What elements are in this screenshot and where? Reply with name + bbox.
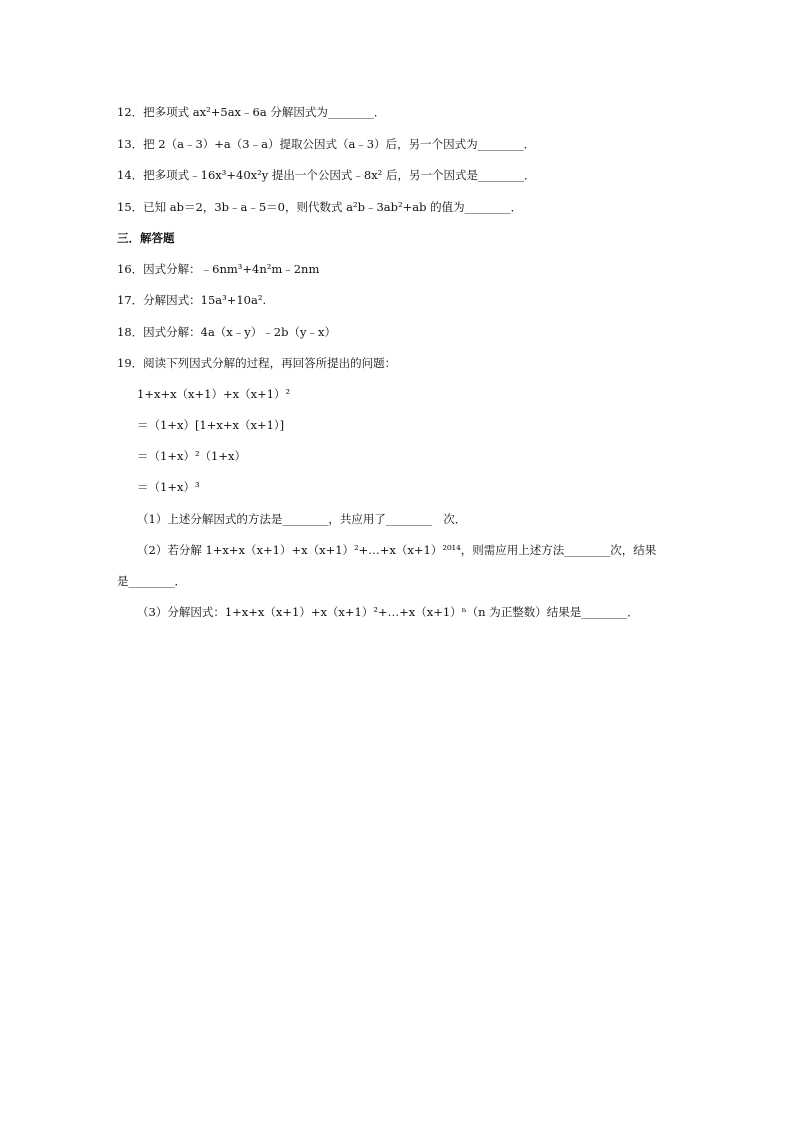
q19-step-3: ＝（1+x）²（1+x） bbox=[137, 449, 246, 463]
section-heading: 三．解答题 bbox=[117, 231, 175, 245]
q19-part-1: （1）上述分解因式的方法是________，共应用了________ 次． bbox=[137, 512, 467, 526]
q19-part-2: （2）若分解 1+x+x（x+1）+x（x+1）²+…+x（x+1）²⁰¹⁴，则需应用上述方法________次，结果 bbox=[137, 543, 657, 557]
q16: 16．因式分解：﹣6nm³+4n²m﹣2nm bbox=[117, 262, 320, 276]
q18: 18．因式分解：4a（x﹣y）﹣2b（y﹣x） bbox=[117, 325, 336, 339]
q19-step-1: 1+x+x（x+1）+x（x+1）² bbox=[137, 387, 291, 401]
q15: 15．已知 ab＝2，3b﹣a﹣5＝0，则代数式 a²b﹣3ab²+ab 的值为________． bbox=[117, 200, 523, 214]
q19-part-3: （3）分解因式：1+x+x（x+1）+x（x+1）²+…+x（x+1）ⁿ（n 为正整数）结果是________． bbox=[137, 605, 639, 619]
q17: 17．分解因式：15a³+10a². bbox=[117, 293, 267, 307]
q19-step-2: ＝（1+x）[1+x+x（x+1）] bbox=[137, 418, 285, 432]
q14: 14．把多项式﹣16x³+40x²y 提出一个公因式﹣8x² 后，另一个因式是________． bbox=[117, 168, 536, 182]
q12: 12．把多项式 ax²+5ax﹣6a 分解因式为________． bbox=[117, 105, 386, 119]
q19-step-4: ＝（1+x）³ bbox=[137, 480, 200, 494]
q13: 13．把 2（a﹣3）+a（3﹣a）提取公因式（a﹣3）后，另一个因式为________． bbox=[117, 137, 536, 151]
q19-part-2-cont: 是________． bbox=[117, 574, 186, 588]
q19: 19．阅读下列因式分解的过程，再回答所提出的问题： bbox=[117, 356, 397, 370]
